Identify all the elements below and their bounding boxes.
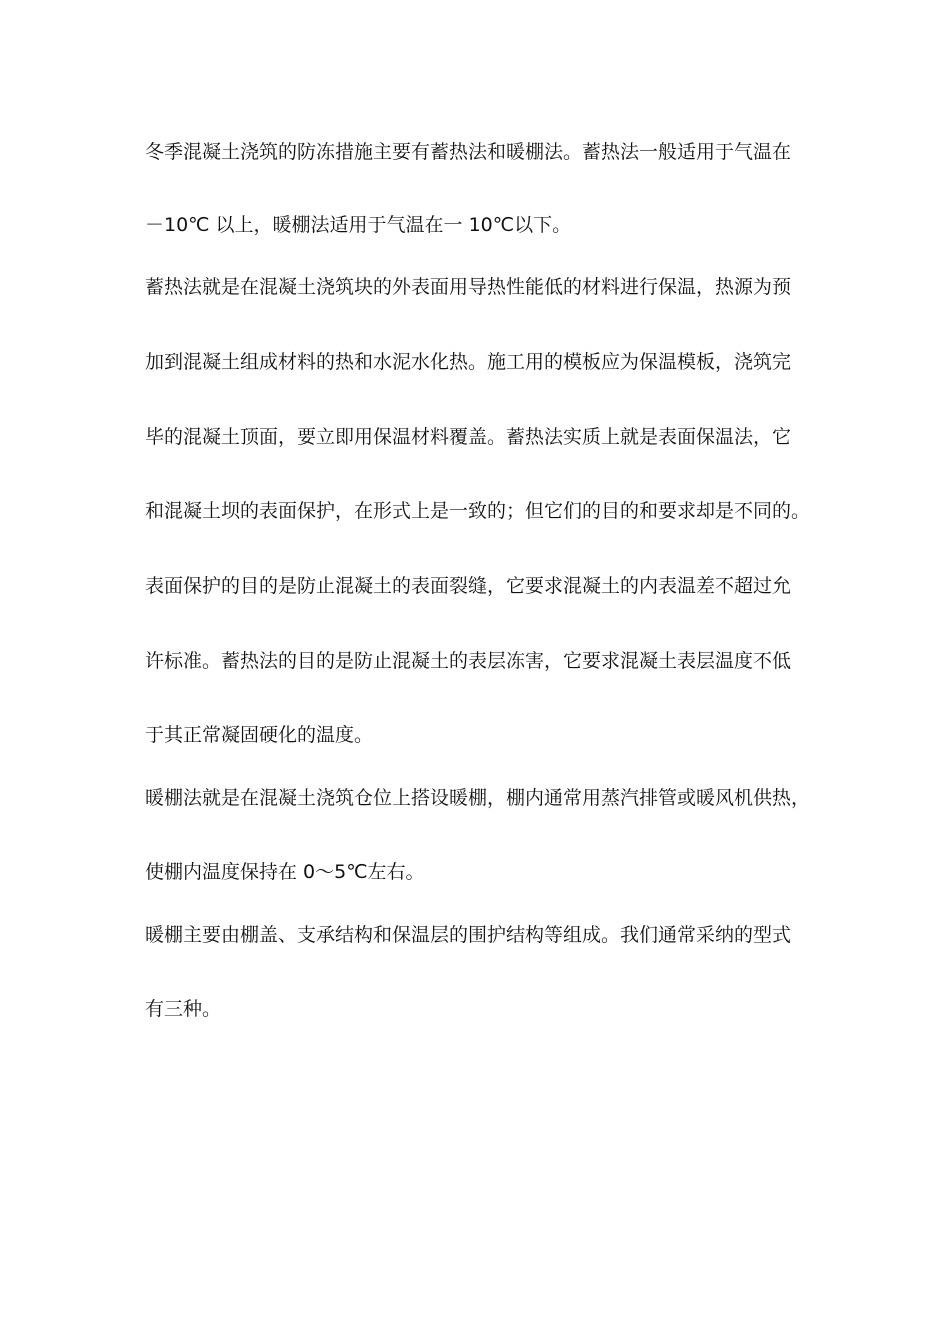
text-line: 冬季混凝土浇筑的防冻措施主要有蓄热法和暖棚法。蓄热法一般适用于气温在 <box>145 141 792 163</box>
text-line: 和混凝土坝的表面保护，在形式上是一致的；但它们的目的和要求却是不同的。 <box>145 500 811 522</box>
text-line: 有三种。 <box>145 998 222 1020</box>
text-line: 许标准。蓄热法的目的是防止混凝土的表层冻害，它要求混凝土表层温度不低 <box>145 650 792 672</box>
text-line: 表面保护的目的是防止混凝土的表面裂缝，它要求混凝土的内表温差不超过允 <box>145 575 792 597</box>
text-line: 于其正常凝固硬化的温度。 <box>145 724 374 746</box>
text-line: 毕的混凝土顶面，要立即用保温材料覆盖。蓄热法实质上就是表面保温法，它 <box>145 426 792 448</box>
text-line: 蓄热法就是在混凝土浇筑块的外表面用导热性能低的材料进行保温，热源为预 <box>145 276 792 298</box>
text-line: 使棚内温度保持在 0～5℃左右。 <box>145 861 425 883</box>
text-line: －10℃ 以上，暖棚法适用于气温在一 10℃以下。 <box>145 214 572 236</box>
text-line: 加到混凝土组成材料的热和水泥水化热。施工用的模板应为保温模板，浇筑完 <box>145 351 792 373</box>
text-line: 暖棚法就是在混凝土浇筑仓位上搭设暖棚，棚内通常用蒸汽排管或暖风机供热， <box>145 787 811 809</box>
text-line: 暖棚主要由棚盖、支承结构和保温层的围护结构等组成。我们通常采纳的型式 <box>145 924 792 946</box>
